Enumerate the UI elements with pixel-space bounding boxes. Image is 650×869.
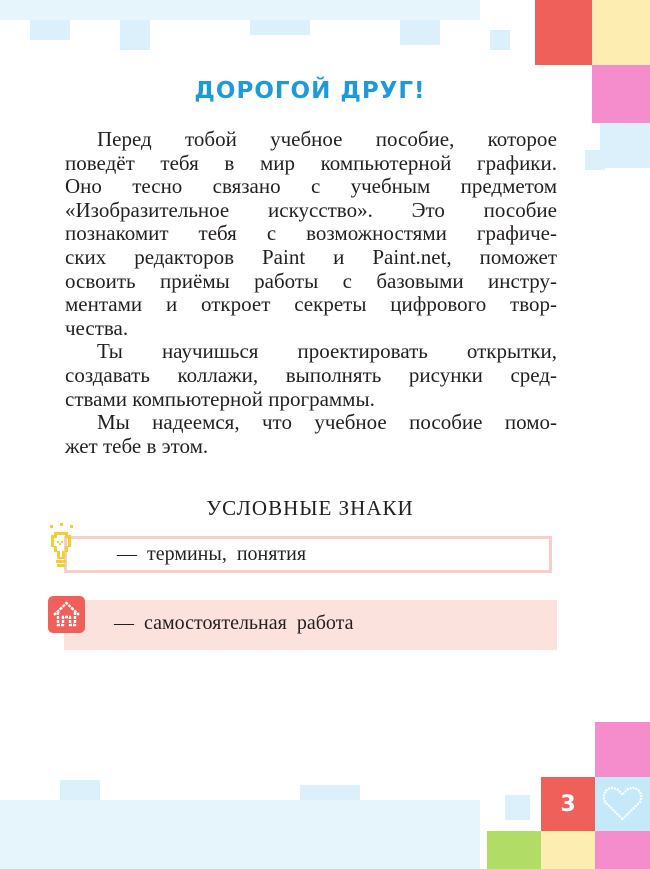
- intro-text: [65, 128, 557, 458]
- lightbulb-icon: [42, 523, 82, 569]
- text-line: жет тебе в этом.: [65, 433, 209, 458]
- page-title: ДОРОГОЙ ДРУГ!: [194, 78, 426, 104]
- text-line: поведёт тебя в мир компьютерной графики.: [65, 150, 557, 175]
- legend-text: — самостоятельная работа: [114, 612, 354, 634]
- text-line: чества.: [65, 315, 129, 340]
- legend-title: УСЛОВНЫЕ ЗНАКИ: [206, 496, 414, 520]
- corner-block-green: [487, 831, 541, 869]
- text-line: освоить приёмы работы с базовыми инстру-: [65, 268, 557, 293]
- corner-block-red: [535, 0, 592, 65]
- legend-item-terms: [64, 536, 552, 573]
- corner-block-yellow: [541, 831, 595, 869]
- corner-block-blue: [595, 777, 650, 831]
- text-line: Ты научишься проектировать открытки,: [97, 339, 557, 364]
- text-line: ских редакторов Paint и Paint.net, поможет: [65, 244, 557, 269]
- text-line: познакомит тебя с возможностями графиче-: [65, 221, 557, 246]
- house-icon: [48, 596, 85, 633]
- legend-text: — термины, понятия: [117, 543, 307, 565]
- corner-block-yellow: [592, 0, 650, 65]
- text-line: «Изобразительное искусство». Это пособие: [65, 197, 557, 222]
- text-line: Перед тобой учебное пособие, которое: [97, 127, 557, 151]
- text-line: ментами и откроет секреты цифрового твор-: [65, 292, 557, 317]
- page-number: 3: [541, 777, 595, 831]
- text-line: создавать коллажи, выполнять рисунки сред-: [65, 362, 557, 387]
- heart-icon: [595, 777, 650, 831]
- text-line: Мы надеемся, что учебное пособие помо-: [97, 410, 557, 435]
- corner-block-pink: [595, 722, 650, 777]
- text-line: Оно тесно связано с учебным предметом: [65, 174, 557, 199]
- legend-item-independent-work: [64, 600, 557, 650]
- text-line: ствами компьютерной программы.: [65, 386, 375, 411]
- corner-block-pink: [595, 831, 650, 869]
